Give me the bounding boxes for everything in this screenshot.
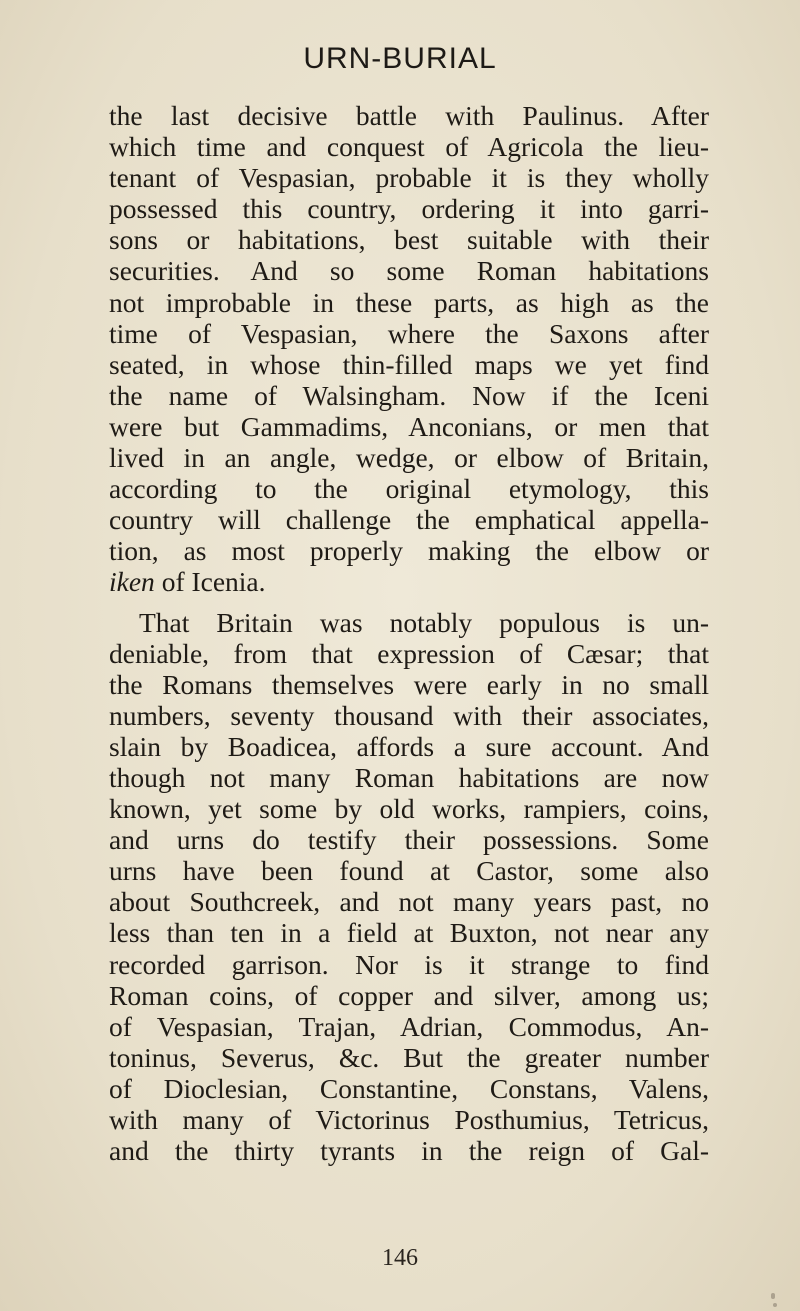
running-head: URN-BURIAL — [303, 42, 497, 75]
text-line: with many of Victorinus Posthumius, Tetricus, — [109, 1104, 709, 1135]
text-line: according to the original etymology, this — [109, 473, 709, 505]
text-line: deniable, from that expression of Cæsar; that — [109, 637, 709, 669]
text-line: possessed this country, ordering it into garri- — [109, 193, 709, 225]
text-line: numbers, seventy thousand with their associates, — [109, 699, 709, 731]
text-line-final — [109, 566, 709, 597]
text-line: the Romans themselves were early in no small — [109, 668, 709, 700]
text-line: toninus, Severus, &c. But the greater number — [109, 1041, 709, 1073]
text-line: country will challenge the emphatical appella- — [109, 504, 709, 536]
text-line: securities. And so some Roman habitations — [109, 255, 709, 287]
text-line: lived in an angle, wedge, or elbow of Britain, — [109, 442, 709, 474]
text-fragment: of Icenia. — [154, 566, 266, 598]
text-line: not improbable in these parts, as high as the — [109, 286, 709, 318]
text-line: sons or habitations, best suitable with their — [109, 224, 709, 256]
paragraph-2 — [109, 607, 709, 1167]
text-line: less than ten in a field at Buxton, not near any — [109, 917, 709, 949]
text-line: of Vespasian, Trajan, Adrian, Commodus, An- — [109, 1010, 709, 1042]
text-line: seated, in whose thin-filled maps we yet find — [109, 348, 709, 380]
text-line: Roman coins, of copper and silver, among us; — [109, 979, 709, 1011]
text-line: time of Vespasian, where the Saxons after — [109, 317, 709, 349]
text-line: of Dioclesian, Constantine, Constans, Valens, — [109, 1072, 709, 1104]
text-line: though not many Roman habitations are now — [109, 761, 709, 793]
paragraph-1 — [109, 100, 709, 598]
italic-word: iken — [109, 566, 155, 598]
text-line: and urns do testify their possessions. Some — [109, 824, 709, 856]
text-line: were but Gammadims, Anconians, or men that — [109, 410, 709, 442]
text-line: recorded garrison. Nor is it strange to find — [109, 948, 709, 980]
text-line: and the thirty tyrants in the reign of Gal- — [109, 1135, 709, 1167]
page-number: 146 — [382, 1245, 418, 1271]
paper-speck — [773, 1303, 777, 1307]
text-line: tion, as most properly making the elbow or — [109, 535, 709, 567]
text-line: known, yet some by old works, rampiers, coins, — [109, 793, 709, 825]
text-line: tenant of Vespasian, probable it is they wholly — [109, 162, 709, 194]
paper-speck — [771, 1293, 775, 1299]
text-line: the name of Walsingham. Now if the Iceni — [109, 379, 709, 411]
text-line: the last decisive battle with Paulinus. After — [109, 100, 709, 131]
text-line: which time and conquest of Agricola the lieu- — [109, 131, 709, 163]
body-text — [109, 100, 709, 1166]
text-line: slain by Boadicea, affords a sure account. And — [109, 730, 709, 762]
text-line: about Southcreek, and not many years past, no — [109, 886, 709, 918]
text-line: That Britain was notably populous is un- — [139, 606, 709, 638]
paragraph-gap — [109, 598, 709, 607]
text-line: urns have been found at Castor, some also — [109, 855, 709, 887]
